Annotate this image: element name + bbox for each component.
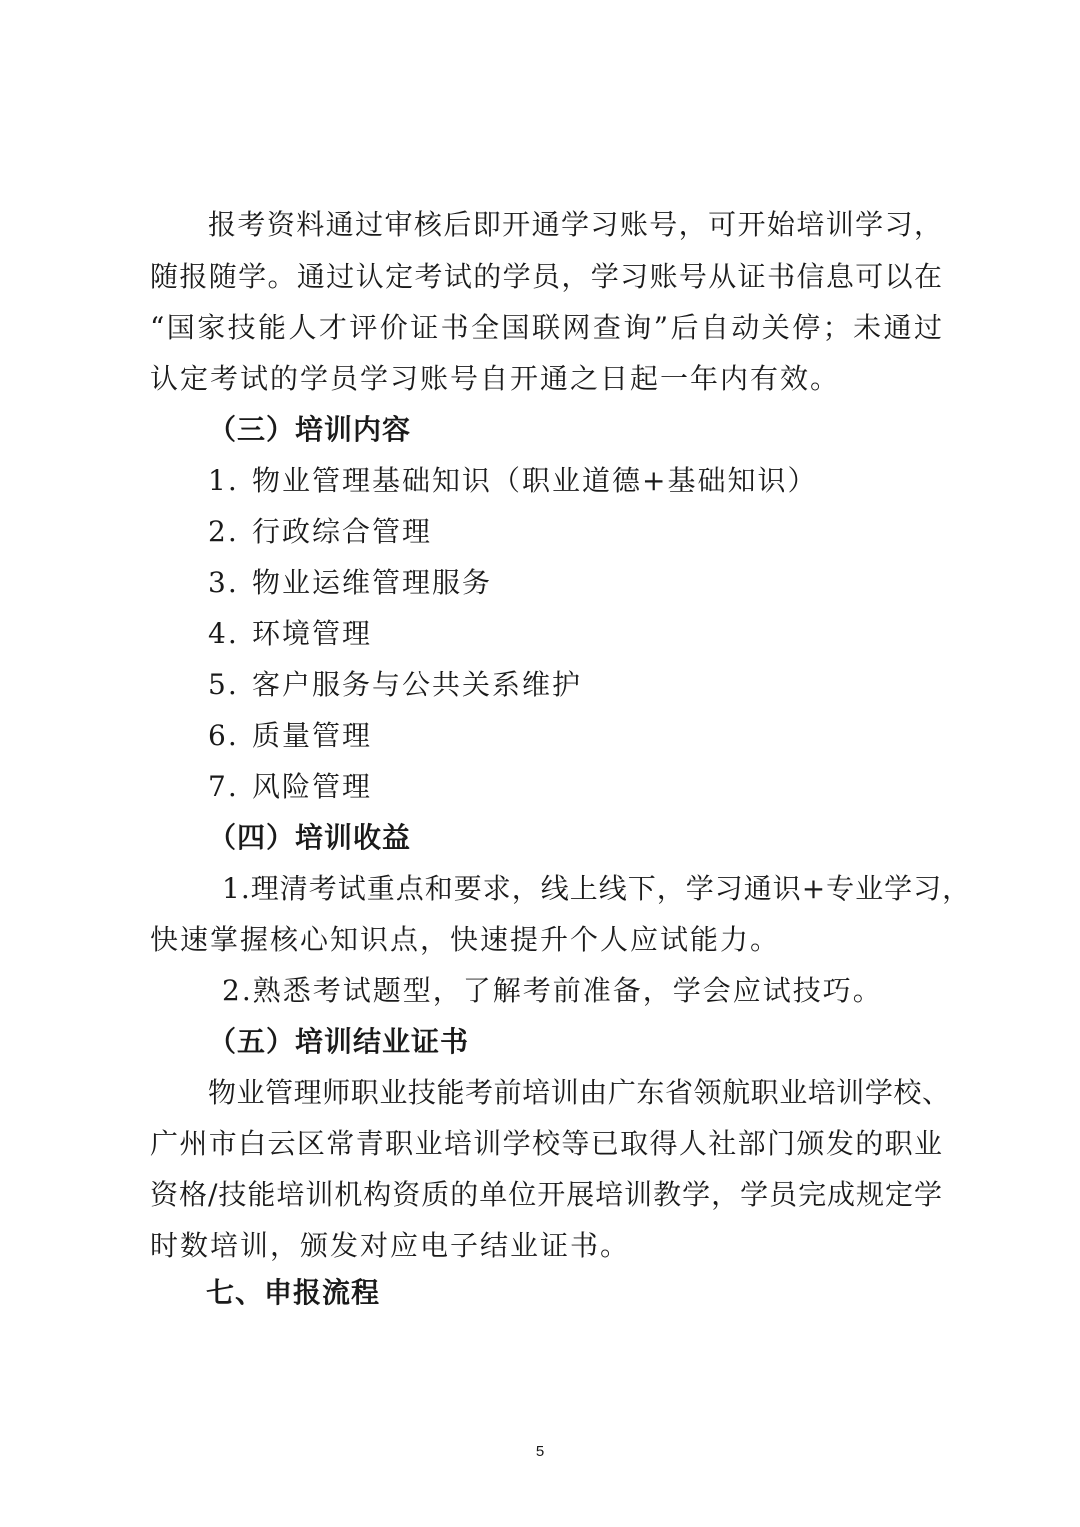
list-item <box>208 617 1008 651</box>
paragraph-line: 资格/技能培训机构资质的单位开展培训教学，学员完成规定学 <box>150 1178 942 1211</box>
list-item-text: 行政综合管理 <box>252 515 433 548</box>
list-item-text: 物业运维管理服务 <box>252 566 493 599</box>
list-item-text: 物业管理基础知识（职业道德+基础知识） <box>252 464 818 497</box>
section-heading-training-content: （三）培训内容 <box>208 413 412 446</box>
list-item-number: 5. <box>208 668 239 701</box>
paragraph-line: 认定考试的学员学习账号自开通之日起一年内有效。 <box>150 362 841 395</box>
list-item <box>208 515 1008 549</box>
list-item-text: 环境管理 <box>252 617 373 650</box>
list-item-number: 2. <box>208 515 239 548</box>
paragraph-line: 时数培训，颁发对应电子结业证书。 <box>150 1229 631 1262</box>
list-item-text: 客户服务与公共关系维护 <box>252 668 583 701</box>
list-item <box>208 668 1008 702</box>
list-item-number: 3. <box>208 566 239 599</box>
list-item <box>208 719 1008 753</box>
list-item <box>208 566 1008 600</box>
paragraph-line: 报考资料通过审核后即开通学习账号，可开始培训学习， <box>208 208 942 241</box>
paragraph-line: 2.熟悉考试题型，了解考前准备，学会应试技巧。 <box>222 974 883 1007</box>
list-item-text: 风险管理 <box>252 770 373 803</box>
paragraph-line: 快速掌握核心知识点，快速提升个人应试能力。 <box>150 923 781 956</box>
list-item <box>208 464 1008 498</box>
paragraph-line: 1.理清考试重点和要求，线上线下，学习通识+专业学习， <box>222 872 972 905</box>
paragraph-line: 物业管理师职业技能考前培训由广东省领航职业培训学校、 <box>208 1076 950 1109</box>
list-item-number: 6. <box>208 719 239 752</box>
page-number: 5 <box>535 1443 545 1460</box>
paragraph-line: 广州市白云区常青职业培训学校等已取得人社部门颁发的职业 <box>150 1127 942 1160</box>
list-item <box>208 770 1008 804</box>
paragraph-line: “国家技能人才评价证书全国联网查询”后自动关停；未通过 <box>150 311 942 344</box>
paragraph-line: 随报随学。通过认定考试的学员，学习账号从证书信息可以在 <box>150 260 942 293</box>
list-item-number: 4. <box>208 617 239 650</box>
list-item-text: 质量管理 <box>252 719 373 752</box>
list-item-number: 7. <box>208 770 239 803</box>
list-item-number: 1. <box>208 464 239 497</box>
section-heading-application-process: 七、申报流程 <box>206 1276 381 1309</box>
section-heading-completion-certificate: （五）培训结业证书 <box>208 1025 470 1058</box>
section-heading-training-benefits: （四）培训收益 <box>208 821 412 854</box>
